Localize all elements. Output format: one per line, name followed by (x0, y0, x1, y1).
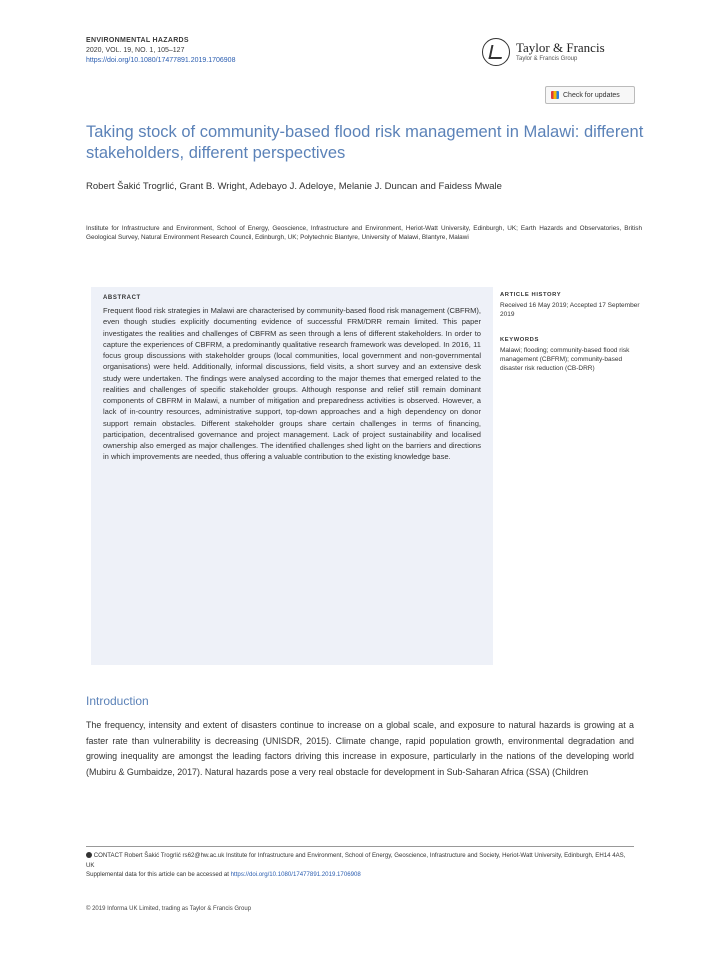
check-for-updates-button[interactable] (545, 86, 635, 104)
keywords-label: KEYWORDS (500, 337, 539, 343)
publisher-subtitle: Taylor & Francis Group (516, 56, 578, 62)
check-for-updates-label: Check for updates (563, 91, 620, 99)
journal-issue: 2020, VOL. 19, NO. 1, 105–127 (86, 47, 185, 54)
abstract-box (91, 287, 493, 665)
article-authors: Robert Šakić Trogrlić, Grant B. Wright, Adebayo J. Adeloye, Melanie J. Duncan and Faidess Mwale (86, 181, 502, 192)
supplemental-footnote (86, 870, 634, 880)
article-history-text: Received 16 May 2019; Accepted 17 September 2019 (500, 302, 640, 318)
article-affiliations: Institute for Infrastructure and Environment, School of Energy, Geoscience, Infrastructure and Environment, Heriot-Watt University, Edinburgh, UK; Earth Hazards and Observatories, British Geological Survey, Natural Environment Research Council, Edinburgh, UK; Polytechnic Blantyre, University of Malawi, Blantyre, Malawi (86, 225, 642, 241)
abstract-text: Frequent flood risk strategies in Malawi are characterised by community-based flood risk management (CBFRM), even though studies explicitly documenting evidence of successful FRM/DRR remain limited. This paper investigates the realities and challenges of CBFRM as seen through a lens of different stakeholders. In order to capture the experiences of CBFRM, a predominantly qualitative research framework was developed. In 2016, 11 focus group discussions with stakeholder groups (local communities, local government and non-governmental organisations) were held. Additionally, informal discussions, field visits, a short survey and an extensive desk study were undertaken. The findings were analysed according to the major themes that emerged related to the realities and challenges of specific stakeholder groups. Although response and relief still remain dominant components of CBFRM in Malawi, a number of mitigation and preparedness activities is observed. However, a lack of in-country resources, administrative support, top-down approaches and a high dependency on donor support remain obstacles. Different stakeholder groups share certain challenges in terms of financing, participation, decentralised governance and project management. Lack of project sustainability and localised ownership also emerged as major challenges. The identified challenges shed light on the barriers and directions in which improvements are needed, thus offering a valuable contribution to the existing knowledge base. (103, 306, 481, 462)
abstract-label: ABSTRACT (103, 295, 141, 301)
publisher-name: Taylor & Francis (516, 40, 605, 55)
supplemental-text: Supplemental data for this article can be accessed at (86, 871, 229, 878)
journal-meta (86, 36, 235, 66)
footnotes (86, 846, 634, 880)
contact-footnote (86, 851, 634, 870)
contact-text: CONTACT Robert Šakić Trogrlić rs62@hw.ac.uk Institute for Infrastructure and Environment, School of Energy, Geoscience, Infrastructure and Society, Heriot-Watt University, Edinburgh, EH14 4AS, UK (86, 852, 626, 869)
copyright-notice: © 2019 Informa UK Limited, trading as Taylor & Francis Group (86, 906, 252, 912)
introduction-text: The frequency, intensity and extent of disasters continue to increase on a global scale, and exposure to natural hazards is growing at a faster rate than vulnerability is decreasing (UNISDR, 2015). Climate change, rapid population growth, environmental degradation and growing inequality are amongst the leading factors driving this increase in exposure, particularly in the nations of the developing world (Mubiru & Gumbaidze, 2017). Natural hazards pose a very real obstacle for development in Sub-Saharan Africa (SSA) (Children (86, 720, 634, 777)
article-sidebar (500, 292, 640, 391)
journal-doi-link[interactable]: https://doi.org/10.1080/17477891.2019.1706908 (86, 57, 236, 64)
article-title: Taking stock of community-based flood risk management in Malawi: different stakeholders, different perspectives (86, 123, 644, 162)
updates-icon (551, 91, 559, 99)
keywords-text: Malawi; flooding; community-based flood risk management (CBFRM); community-based disaster risk reduction (CB-DRR) (500, 347, 630, 372)
supplemental-link[interactable]: https://doi.org/10.1080/17477891.2019.1706908 (230, 871, 361, 878)
introduction-heading: Introduction (86, 694, 149, 708)
publisher-logo (482, 38, 510, 66)
orcid-icon[interactable] (86, 852, 92, 858)
publisher-header (482, 36, 642, 70)
journal-name: ENVIRONMENTAL HAZARDS (86, 37, 189, 44)
article-history-label: ARTICLE HISTORY (500, 292, 562, 298)
